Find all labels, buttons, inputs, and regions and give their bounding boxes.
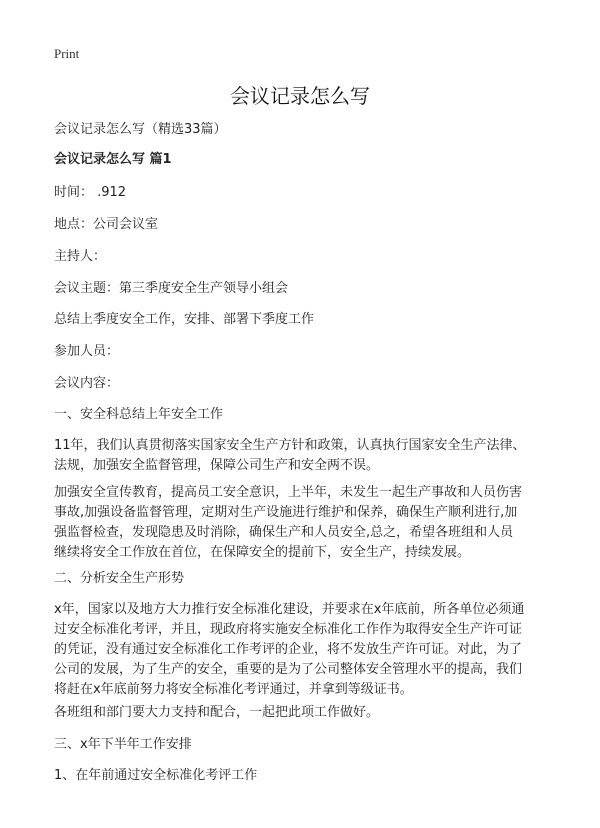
heading-3: 三、x年下半年工作安排 [54,737,192,752]
paragraph-2-line: 强监督检查，发现隐患及时消除，确保生产和人员安全,总之，希望各班组和人员 [54,525,514,540]
print-link[interactable]: Print [54,46,80,61]
paragraph-1-line: 11年，我们认真贯彻落实国家安全生产方针和政策，认真执行国家安全生产法律、 [54,438,526,453]
paragraph-2-line: 继续将安全工作放在首位，在保障安全的提前下，安全生产，持续发展。 [54,545,471,560]
document-subtitle: 会议记录怎么写（精选33篇） [54,122,227,137]
heading-1: 一、安全科总结上年安全工作 [54,407,224,422]
meeting-topic: 会议主题：第三季度安全生产领导小组会 [54,281,289,296]
paragraph-3-line: 将赶在x年底前努力将安全标准化考评通过，并拿到等级证书。 [54,682,413,697]
paragraph-2-line: 加强安全宣传教育，提高员工安全意识，上半年，未发生一起生产事故和人员伤害 [54,485,523,500]
meeting-time: 时间： .912 [54,185,127,200]
paragraph-3-line: 的凭证，没有通过安全标准化工作考评的企业，将不发放生产许可证。对此，为了 [54,642,523,657]
meeting-content-label: 会议内容： [54,376,120,391]
paragraph-2-line: 事故,加强设备监督管理，定期对生产设施进行维护和保养，确保生产顺利进行,加 [54,505,518,520]
paragraph-3-line: 过安全标准化考评，并且，现政府将实施安全标准化工作作为取得安全生产许可证 [54,622,523,637]
paragraph-1 [54,436,549,476]
meeting-location: 地点：公司会议室 [54,217,159,232]
meeting-host: 主持人： [54,249,107,264]
paragraph-2 [54,483,549,563]
paragraph-3-line: 公司的发展，为了生产的安全，重要的是为了公司整体安全管理水平的提高，我们 [54,662,523,677]
paragraph-1-line: 法规，加强安全监督管理，保障公司生产和安全两不误。 [54,458,380,473]
paragraph-4: 各班组和部门要大力支持和配合，一起把此项工作做好。 [54,705,380,720]
paragraph-3-line: x年，国家以及地方大力推行安全标准化建设，并要求在x年底前，所各单位必须通 [54,602,525,617]
meeting-attendees: 参加人员： [54,344,120,359]
document-title: 会议记录怎么写 [230,84,370,108]
heading-2: 二、分析安全生产形势 [54,571,185,586]
meeting-summary: 总结上季度安全工作，安排、部署下季度工作 [54,312,315,327]
paragraph-3 [54,600,549,700]
list-item-1: 1、在年前通过安全标准化考评工作 [54,768,258,783]
section-heading: 会议记录怎么写 篇1 [54,152,172,167]
